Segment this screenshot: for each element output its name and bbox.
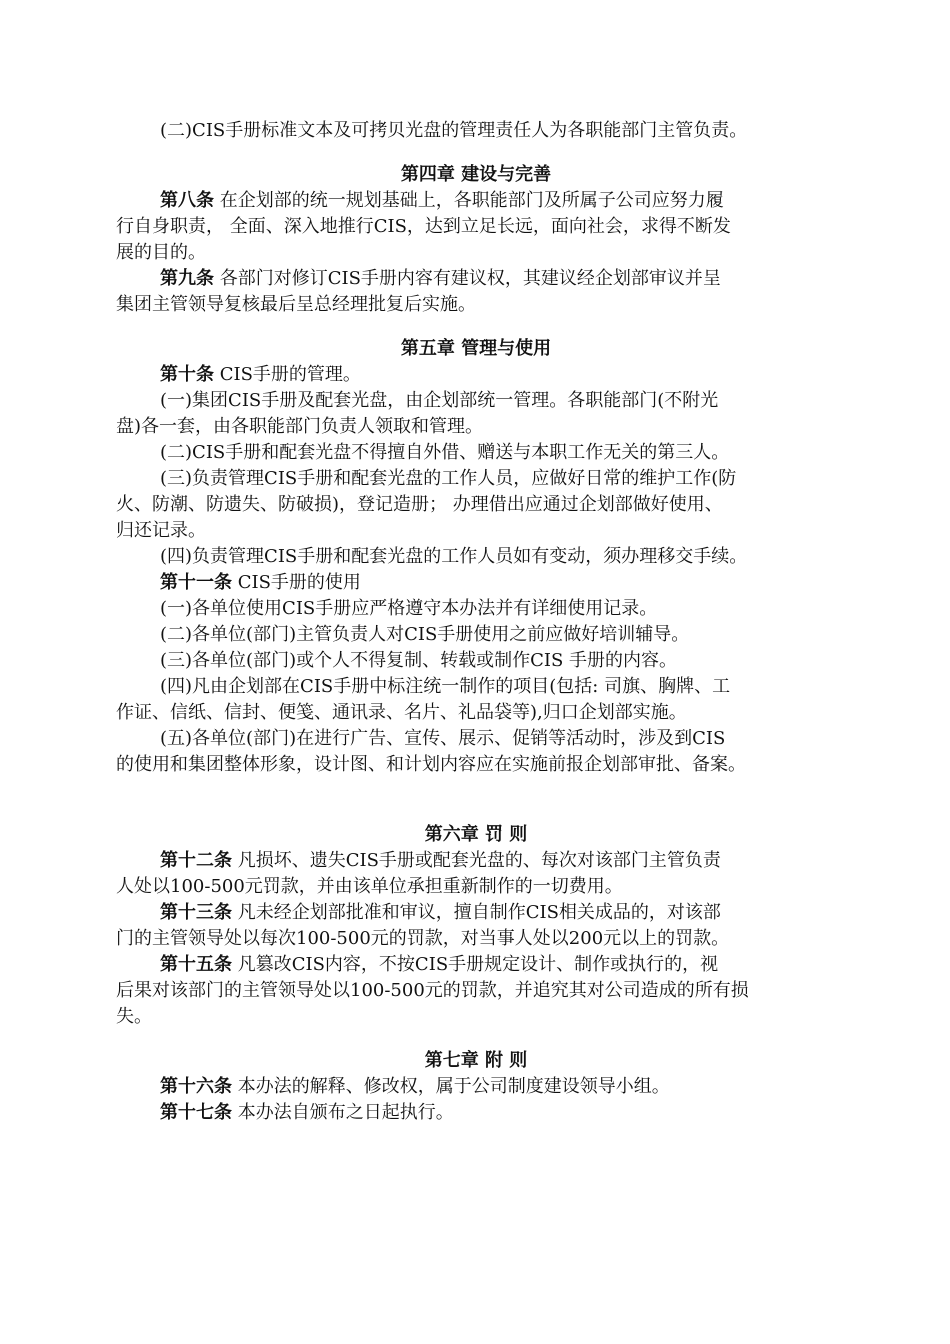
paragraph-line: 火、防潮、防遗失、防破损)，登记造册； 办理借出应通过企划部做好使用、 <box>116 494 723 515</box>
article-15-text: 凡篡改CIS内容，不按CIS手册规定设计、制作或执行的，视 <box>232 954 719 975</box>
article-13-text: 凡未经企划部批准和审议，擅自制作CIS相关成品的，对该部 <box>232 902 721 923</box>
article-15-label: 第十五条 <box>160 954 232 975</box>
article-9-text: 各部门对修订CIS手册内容有建议权，其建议经企划部审议并呈 <box>214 268 721 289</box>
paragraph-line: 集团主管领导复核最后呈总经理批复后实施。 <box>116 294 476 315</box>
article-17 <box>116 1100 836 1126</box>
article-8-text: 在企划部的统一规划基础上，各职能部门及所属子公司应努力履 <box>214 190 724 211</box>
article-16-label: 第十六条 <box>160 1076 232 1097</box>
article-15 <box>116 952 836 978</box>
article-17-text: 本办法自颁布之日起执行。 <box>232 1102 454 1123</box>
paragraph-line: 的使用和集团整体形象，设计图、和计划内容应在实施前报企划部审批、备案。 <box>116 754 746 775</box>
article-10 <box>116 362 836 388</box>
article-12-text: 凡损坏、遗失CIS手册或配套光盘的、每次对该部门主管负责 <box>232 850 721 871</box>
paragraph-line: (四)凡由企划部在CIS手册中标注统一制作的项目(包括: 司旗、胸牌、工 <box>160 676 731 697</box>
article-12 <box>116 848 836 874</box>
paragraph-line: 归还记录。 <box>116 520 206 541</box>
paragraph-line: 行自身职责， 全面、深入地推行CIS，达到立足长远，面向社会，求得不断发 <box>116 216 731 237</box>
paragraph-line: (二)各单位(部门)主管负责人对CIS手册使用之前应做好培训辅导。 <box>160 624 690 645</box>
paragraph-line: 作证、信纸、信封、便笺、通讯录、名片、礼品袋等),归口企划部实施。 <box>116 702 687 723</box>
paragraph-line: (五)各单位(部门)在进行广告、宣传、展示、促销等活动时，涉及到CIS <box>160 728 726 749</box>
paragraph-line: 展的目的。 <box>116 242 206 263</box>
paragraph-line: 失。 <box>116 1006 152 1027</box>
paragraph-line: (二)CIS手册标准文本及可拷贝光盘的管理责任人为各职能部门主管负责。 <box>160 120 748 141</box>
paragraph-line: 门的主管领导处以每次100-500元的罚款，对当事人处以200元以上的罚款。 <box>116 928 730 949</box>
paragraph-line: (四)负责管理CIS手册和配套光盘的工作人员如有变动，须办理移交手续。 <box>160 546 748 567</box>
chapter-5-heading: 第五章 管理与使用 <box>400 338 552 359</box>
article-13 <box>116 900 836 926</box>
chapter-7-heading: 第七章 附 则 <box>424 1050 528 1071</box>
paragraph-line: (一)各单位使用CIS手册应严格遵守本办法并有详细使用记录。 <box>160 598 658 619</box>
article-16 <box>116 1074 836 1100</box>
article-17-label: 第十七条 <box>160 1102 232 1123</box>
paragraph-line: 盘)各一套，由各职能部门负责人领取和管理。 <box>116 416 484 437</box>
paragraph-line: (一)集团CIS手册及配套光盘，由企划部统一管理。各职能部门(不附光 <box>160 390 719 411</box>
article-10-text: CIS手册的管理。 <box>214 364 361 385</box>
paragraph-line: 人处以100-500元罚款，并由该单位承担重新制作的一切费用。 <box>116 876 623 897</box>
chapter-6-heading: 第六章 罚 则 <box>424 824 528 845</box>
paragraph-line: (三)各单位(部门)或个人不得复制、转载或制作CIS 手册的内容。 <box>160 650 678 671</box>
article-16-text: 本办法的解释、修改权，属于公司制度建设领导小组。 <box>232 1076 670 1097</box>
article-8 <box>116 188 836 214</box>
article-11-text: CIS手册的使用 <box>232 572 361 593</box>
paragraph-line: (二)CIS手册和配套光盘不得擅自外借、赠送与本职工作无关的第三人。 <box>160 442 730 463</box>
article-11-label: 第十一条 <box>160 572 232 593</box>
paragraph-line: (三)负责管理CIS手册和配套光盘的工作人员，应做好日常的维护工作(防 <box>160 468 737 489</box>
document-page <box>116 118 836 1126</box>
paragraph-line: 后果对该部门的主管领导处以100-500元的罚款，并追究其对公司造成的所有损 <box>116 980 749 1001</box>
article-11 <box>116 570 836 596</box>
chapter-4-heading: 第四章 建设与完善 <box>400 164 552 185</box>
article-8-label: 第八条 <box>160 190 214 211</box>
article-13-label: 第十三条 <box>160 902 232 923</box>
article-9-label: 第九条 <box>160 268 214 289</box>
article-10-label: 第十条 <box>160 364 214 385</box>
article-12-label: 第十二条 <box>160 850 232 871</box>
article-9 <box>116 266 836 292</box>
